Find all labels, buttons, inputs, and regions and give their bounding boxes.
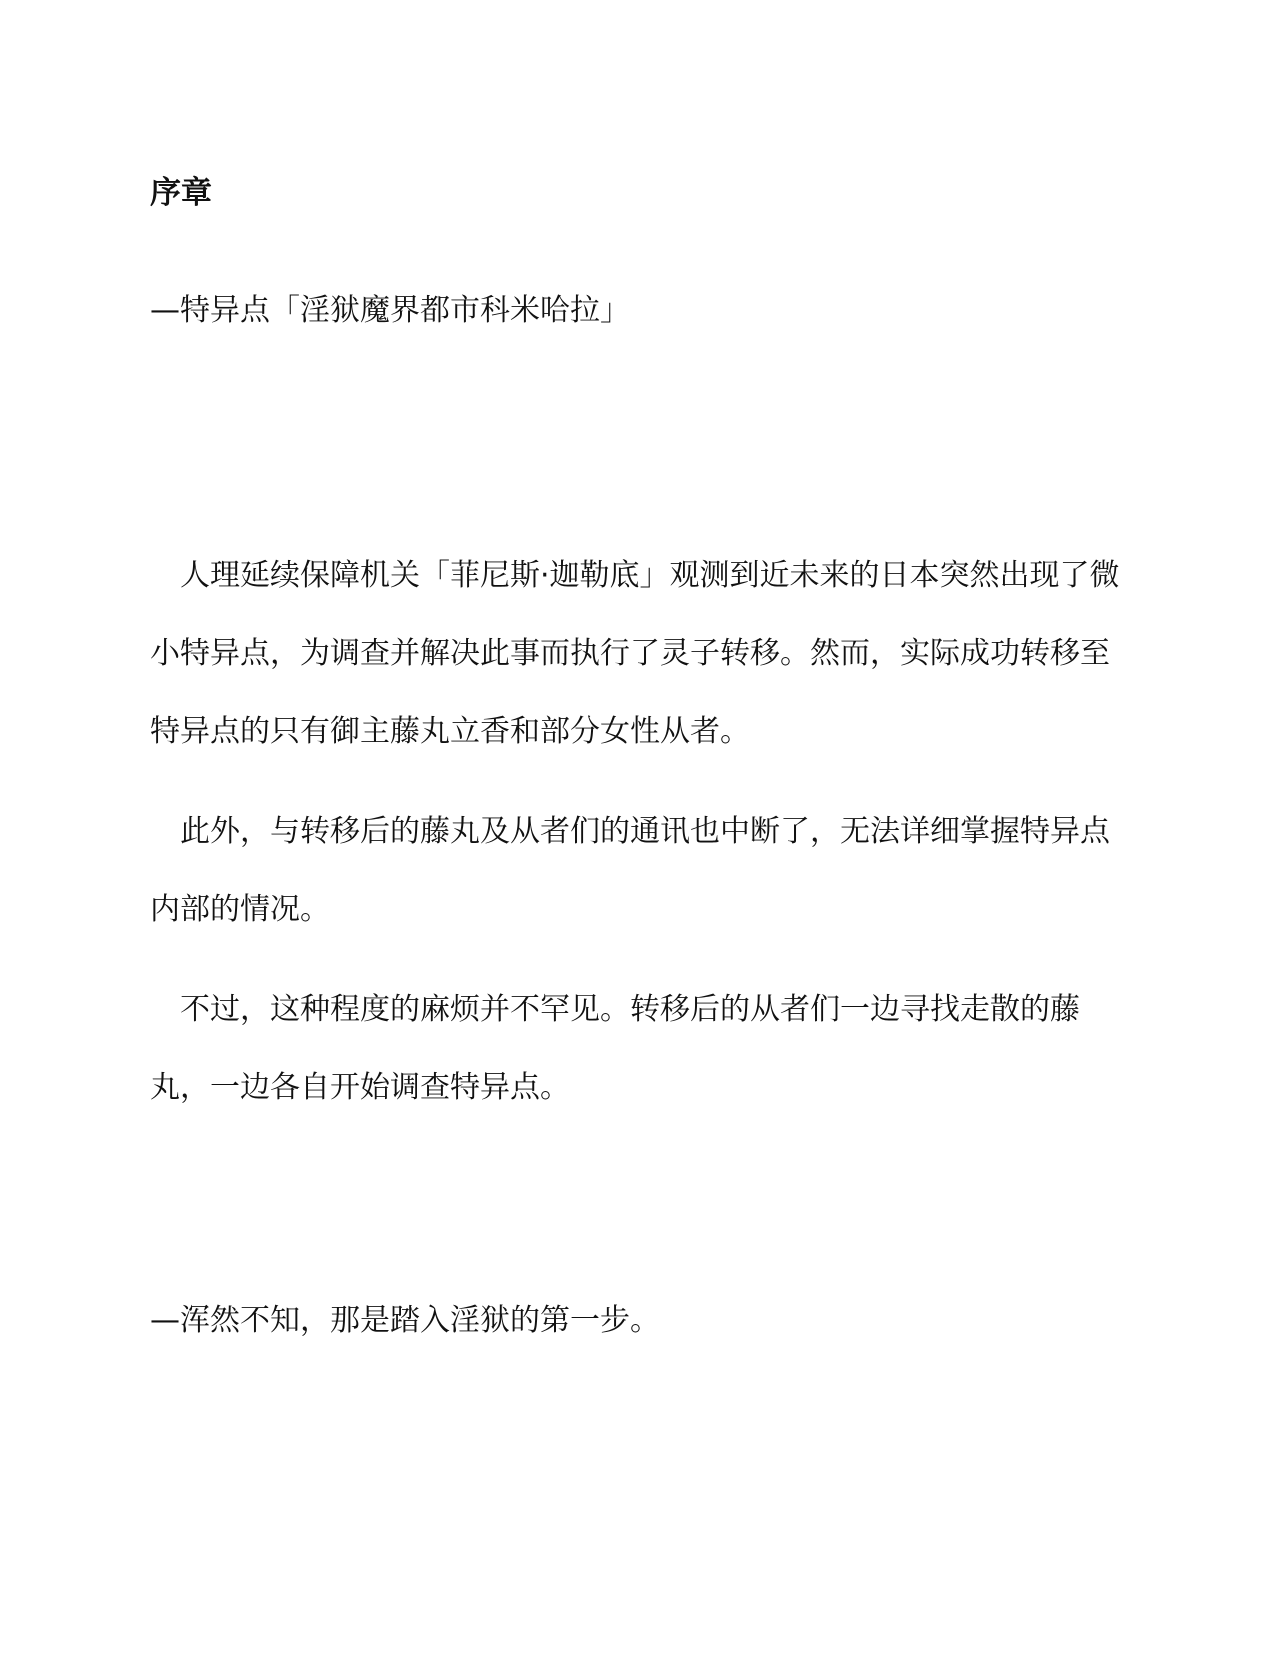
paragraph: 人理延续保障机关「菲尼斯·迦勒底」观测到近未来的日本突然出现了微小特异点，为调查并解决此事而执行了灵子转移。然而，实际成功转移至特异点的只有御主藤丸立香和部分女性从者。 xyxy=(150,558,1120,749)
closing-line: —浑然不知，那是踏入淫狱的第一步。 xyxy=(150,1303,660,1338)
chapter-subtitle: —特异点「淫狱魔界都市科米哈拉」 xyxy=(150,293,630,328)
chapter-title: 序章 xyxy=(150,175,212,211)
paragraph: 此外，与转移后的藤丸及从者们的通讯也中断了，无法详细掌握特异点内部的情况。 xyxy=(150,814,1110,927)
body-text xyxy=(150,537,1130,1149)
paragraph: 不过，这种程度的麻烦并不罕见。转移后的从者们一边寻找走散的藤丸，一边各自开始调查特异点。 xyxy=(150,992,1080,1105)
